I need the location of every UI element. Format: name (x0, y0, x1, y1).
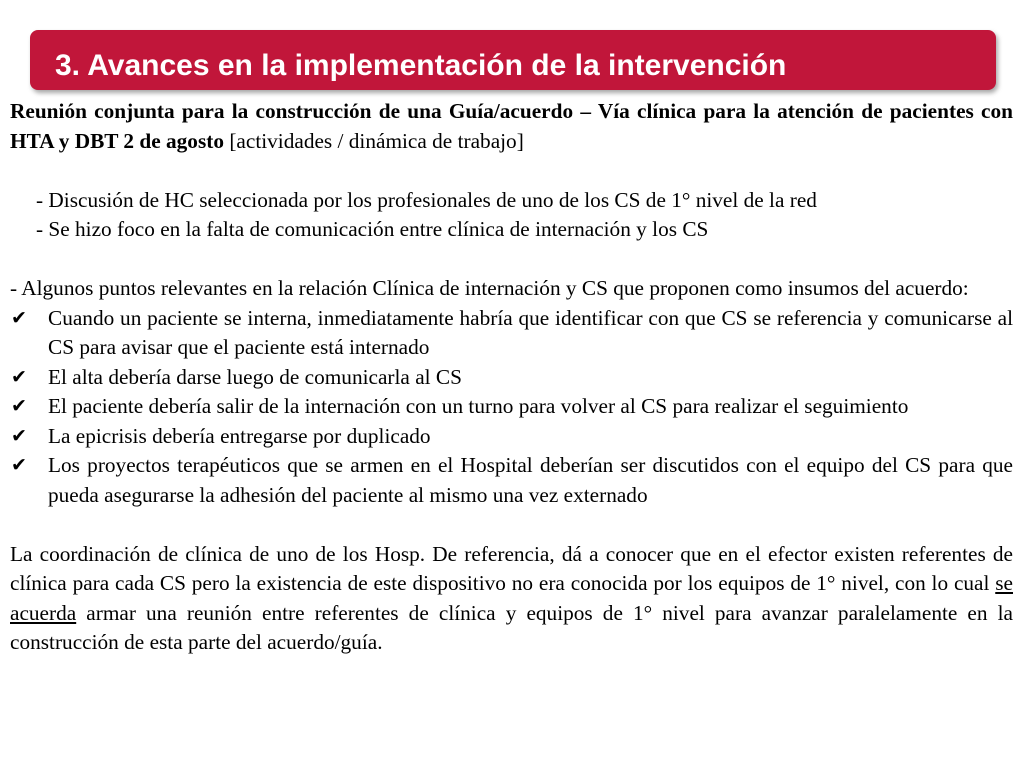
conclusion-text-end: armar una reunión entre referentes de clínica y equipos de 1° nivel para avanzar paralelamente en la construcción de esta parte del acuerdo/guía. (10, 600, 1013, 654)
activity-item: - Discusión de HC seleccionada por los profesionales de uno de los CS de 1° nivel de la red (36, 187, 817, 212)
meeting-heading-bold: Reunión conjunta para la construcción de una Guía/acuerdo – Vía clínica para la atención de pacientes con HTA y DBT 2 de agosto (10, 99, 1013, 153)
proposal-text: El paciente debería salir de la internación con un turno para volver al CS para realizar el seguimiento (48, 394, 909, 418)
slide-title: 3. Avances en la implementación de la intervención (55, 49, 787, 82)
title-bar (30, 30, 996, 90)
slide-body (10, 97, 1013, 658)
proposals-list (10, 304, 1013, 511)
proposal-text: El alta debería darse luego de comunicarla al CS (48, 364, 462, 389)
proposal-text: Los proyectos terapéuticos que se armen en el Hospital deberían ser discutidos con el equipo del CS para que pueda asegurarse la adhesión del paciente al mismo una vez externado (48, 453, 1013, 507)
meeting-heading (10, 97, 1013, 156)
conclusion-paragraph (10, 540, 1013, 658)
proposal-item (10, 451, 1013, 510)
conclusion-underlined: se acuerda (10, 571, 1013, 625)
checkmark-icon: ✔ (11, 395, 27, 417)
conclusion-text-start: La coordinación de clínica de uno de los Hosp. De referencia, dá a conocer que en el efector existen referentes de clínica para cada CS pero la existencia de este dispositivo no era conocida por los equipos de 1° nivel, con lo cual (10, 541, 1013, 595)
checkmark-icon: ✔ (11, 365, 27, 388)
proposals-intro: - Algunos puntos relevantes en la relación Clínica de internación y CS que proponen como insumos del acuerdo: (10, 276, 969, 300)
proposal-text: Cuando un paciente se interna, inmediatamente habría que identificar con que CS se referencia y comunicarse al CS para avisar que el paciente está internado (48, 305, 1013, 359)
meeting-heading-note: [actividades / dinámica de trabajo] (224, 128, 524, 153)
proposal-item (10, 363, 1013, 393)
activity-item: - Se hizo foco en la falta de comunicación entre clínica de internación y los CS (36, 217, 709, 241)
proposal-item (10, 304, 1013, 363)
checkmark-icon: ✔ (11, 306, 27, 329)
spacer (10, 510, 1013, 540)
spacer (10, 156, 1013, 186)
spacer (10, 245, 1013, 275)
proposal-item (10, 422, 1013, 452)
proposal-text: La epicrisis debería entregarse por duplicado (48, 423, 431, 448)
checkmark-icon: ✔ (11, 424, 27, 447)
checkmark-icon: ✔ (11, 454, 27, 476)
proposal-item (10, 392, 1013, 422)
